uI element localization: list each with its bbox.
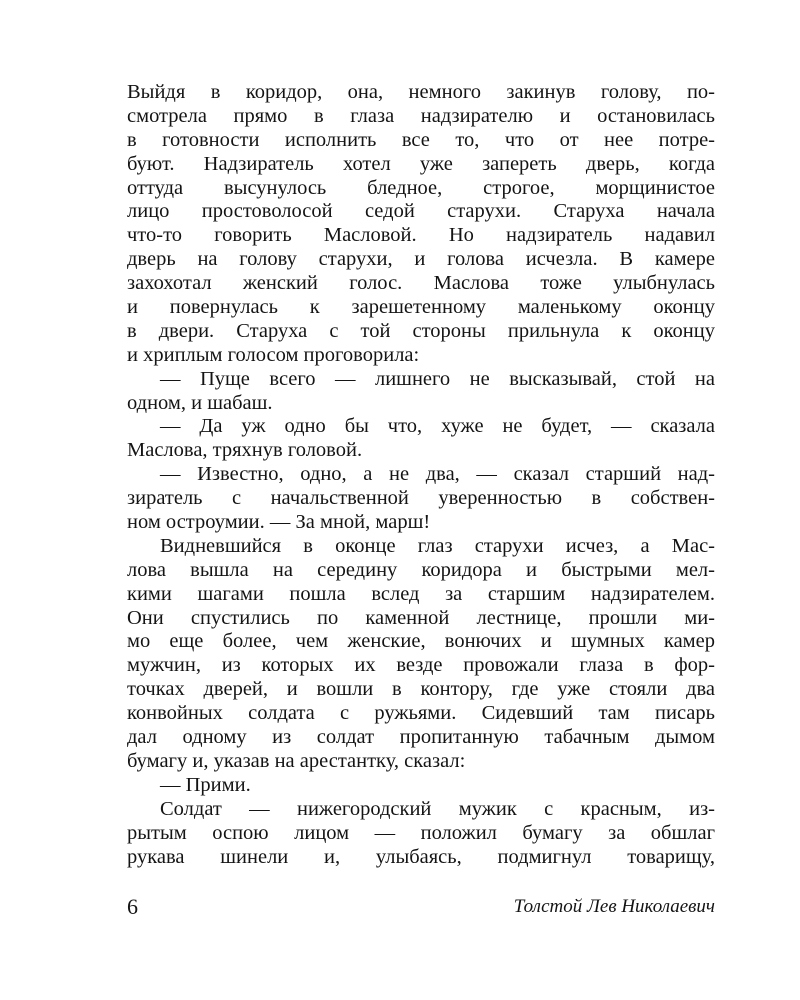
text-line: Они спустились по каменной лестнице, прошли ми- — [127, 606, 715, 629]
text-line: Маслова, тряхнув головой. — [127, 439, 363, 462]
text-line: и повернулась к зарешетенному маленькому оконцу — [127, 296, 715, 319]
text-line: захохотал женский голос. Маслова тоже улыбнулась — [127, 272, 715, 295]
text-line: конвойных солдата с ружьями. Сидевший там писарь — [127, 702, 715, 725]
text-line: рытым оспою лицом — положил бумагу за обшлаг — [127, 821, 715, 844]
running-title: Толстой Лев Николаевич — [513, 896, 715, 917]
text-line: — Известно, одно, а не два, — сказал старший над- — [160, 463, 715, 486]
text-line: зиратель с начальственной уверенностью в собствен- — [127, 487, 715, 510]
text-line: точках дверей, и вошли в контору, где уже стояли два — [127, 678, 715, 701]
text-line: Выйдя в коридор, она, немного закинув голову, по- — [127, 81, 715, 103]
text-line: дверь на голову старухи, и голова исчезла. В камере — [127, 248, 715, 271]
text-line: в двери. Старуха с той стороны прильнула к оконцу — [127, 319, 715, 342]
text-line: лова вышла на середину коридора и быстрыми мел- — [127, 558, 715, 581]
text-line: оттуда высунулось бледное, строгое, морщинистое — [127, 176, 715, 199]
text-line: дал одному из солдат пропитанную табачным дымом — [127, 726, 715, 749]
text-line: — Пуще всего — лишнего не высказывай, стой на — [160, 367, 715, 390]
text-line: одном, и шабаш. — [127, 391, 273, 414]
text-line: Солдат — нижегородский мужик с красным, из- — [160, 797, 715, 820]
text-line: кими шагами пошла вслед за старшим надзирателем. — [127, 582, 715, 605]
text-line: — Да уж одно бы что, хуже не будет, — сказала — [160, 415, 715, 438]
text-line: Видневшийся в оконце глаз старухи исчез, а Мас- — [160, 534, 715, 557]
text-line: лицо простоволосой седой старухи. Старуха начала — [127, 200, 715, 223]
text-line: рукава шинели и, улыбаясь, подмигнул товарищу, — [127, 845, 715, 868]
text-line: мужчин, из которых их везде провожали глаза в фор- — [127, 654, 715, 677]
text-line: буют. Надзиратель хотел уже запереть дверь, когда — [127, 152, 715, 175]
page-number: 6 — [127, 894, 138, 919]
text-line: — Прими. — [160, 773, 251, 796]
page-text — [127, 81, 715, 869]
text-line: что-то говорить Масловой. Но надзиратель надавил — [127, 224, 715, 247]
page-footer — [127, 894, 715, 924]
text-line: и хриплым голосом проговорила: — [127, 343, 420, 366]
text-line: в готовности исполнить все то, что от нее потре- — [127, 128, 715, 151]
text-line: ном остроумии. — За мной, марш! — [127, 511, 431, 534]
text-line: бумагу и, указав на арестантку, сказал: — [127, 749, 466, 772]
text-line: смотрела прямо в глаза надзирателю и остановилась — [127, 104, 715, 127]
text-line: мо еще более, чем женские, вонючих и шумных камер — [127, 630, 715, 653]
